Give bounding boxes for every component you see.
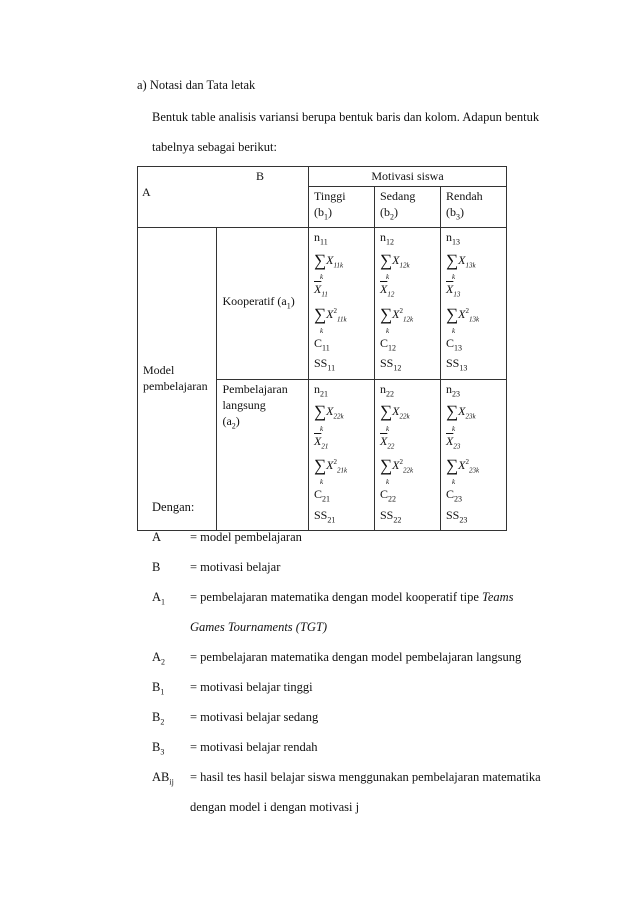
def-a1-cont: Games Tournaments (TGT) (190, 620, 328, 634)
anova-table (137, 166, 507, 531)
model-label: Model pembelajaran (138, 228, 217, 531)
section-heading: a) Notasi dan Tata letak (137, 78, 256, 92)
cell-11: $n_{11}$ $\sum X_{11k}$ k $\overline{X}_{11}$ $\sum X^2_{11k}$ k $C_{11}$ $SS_{11}$ (309, 228, 375, 379)
paragraph-line-2: tabelnya sebagai berikut: (152, 140, 277, 154)
cell-21: $n_{21}$ $\sum X_{22k}$ k $\overline{X}_{21}$ $\sum X^2_{21k}$ k $C_{21}$ $SS_{21}$ (309, 379, 375, 530)
dengan-label: Dengan: (152, 500, 195, 514)
cell-23: $n_{23}$ $\sum X_{23k}$ k $\overline{X}_{23}$ $\sum X^2_{23k}$ k $C_{23}$ $SS_{23}$ (441, 379, 507, 530)
cell-22: $n_{22}$ $\sum X_{22k}$ k $\overline{X}_{22}$ $\sum X^2_{22k}$ k $C_{22}$ $SS_{22}$ (375, 379, 441, 530)
header-rendah: Rendah $(b_3)$ (441, 187, 507, 228)
header-motivasi: Motivasi siswa (309, 167, 507, 187)
cell-12: $n_{12}$ $\sum X_{12k}$ k $\overline{X}_{12}$ $\sum X^2_{12k}$ k $C_{12}$ $SS_{12}$ (375, 228, 441, 379)
def-abij-cont: dengan model i dengan motivasi j (190, 800, 360, 814)
header-sedang: Sedang $(b_2)$ (375, 187, 441, 228)
header-b: B (256, 169, 265, 183)
header-tinggi: Tinggi $(b_1)$ (309, 187, 375, 228)
row-langsung: Pembelajaran langsung $(a_2)$ (217, 379, 309, 530)
cell-13: $n_{13}$ $\sum X_{13k}$ k $\overline{X}_{13}$ $\sum X^2_{13k}$ k $C_{13}$ $SS_{13}$ (441, 228, 507, 379)
header-a: A (142, 185, 151, 199)
header-corner (138, 167, 309, 228)
row-kooperatif: Kooperatif $(a_1)$ (217, 228, 309, 379)
paragraph-line-1: Bentuk table analisis variansi berupa bentuk baris dan kolom. Adapun bentuk (152, 110, 540, 124)
